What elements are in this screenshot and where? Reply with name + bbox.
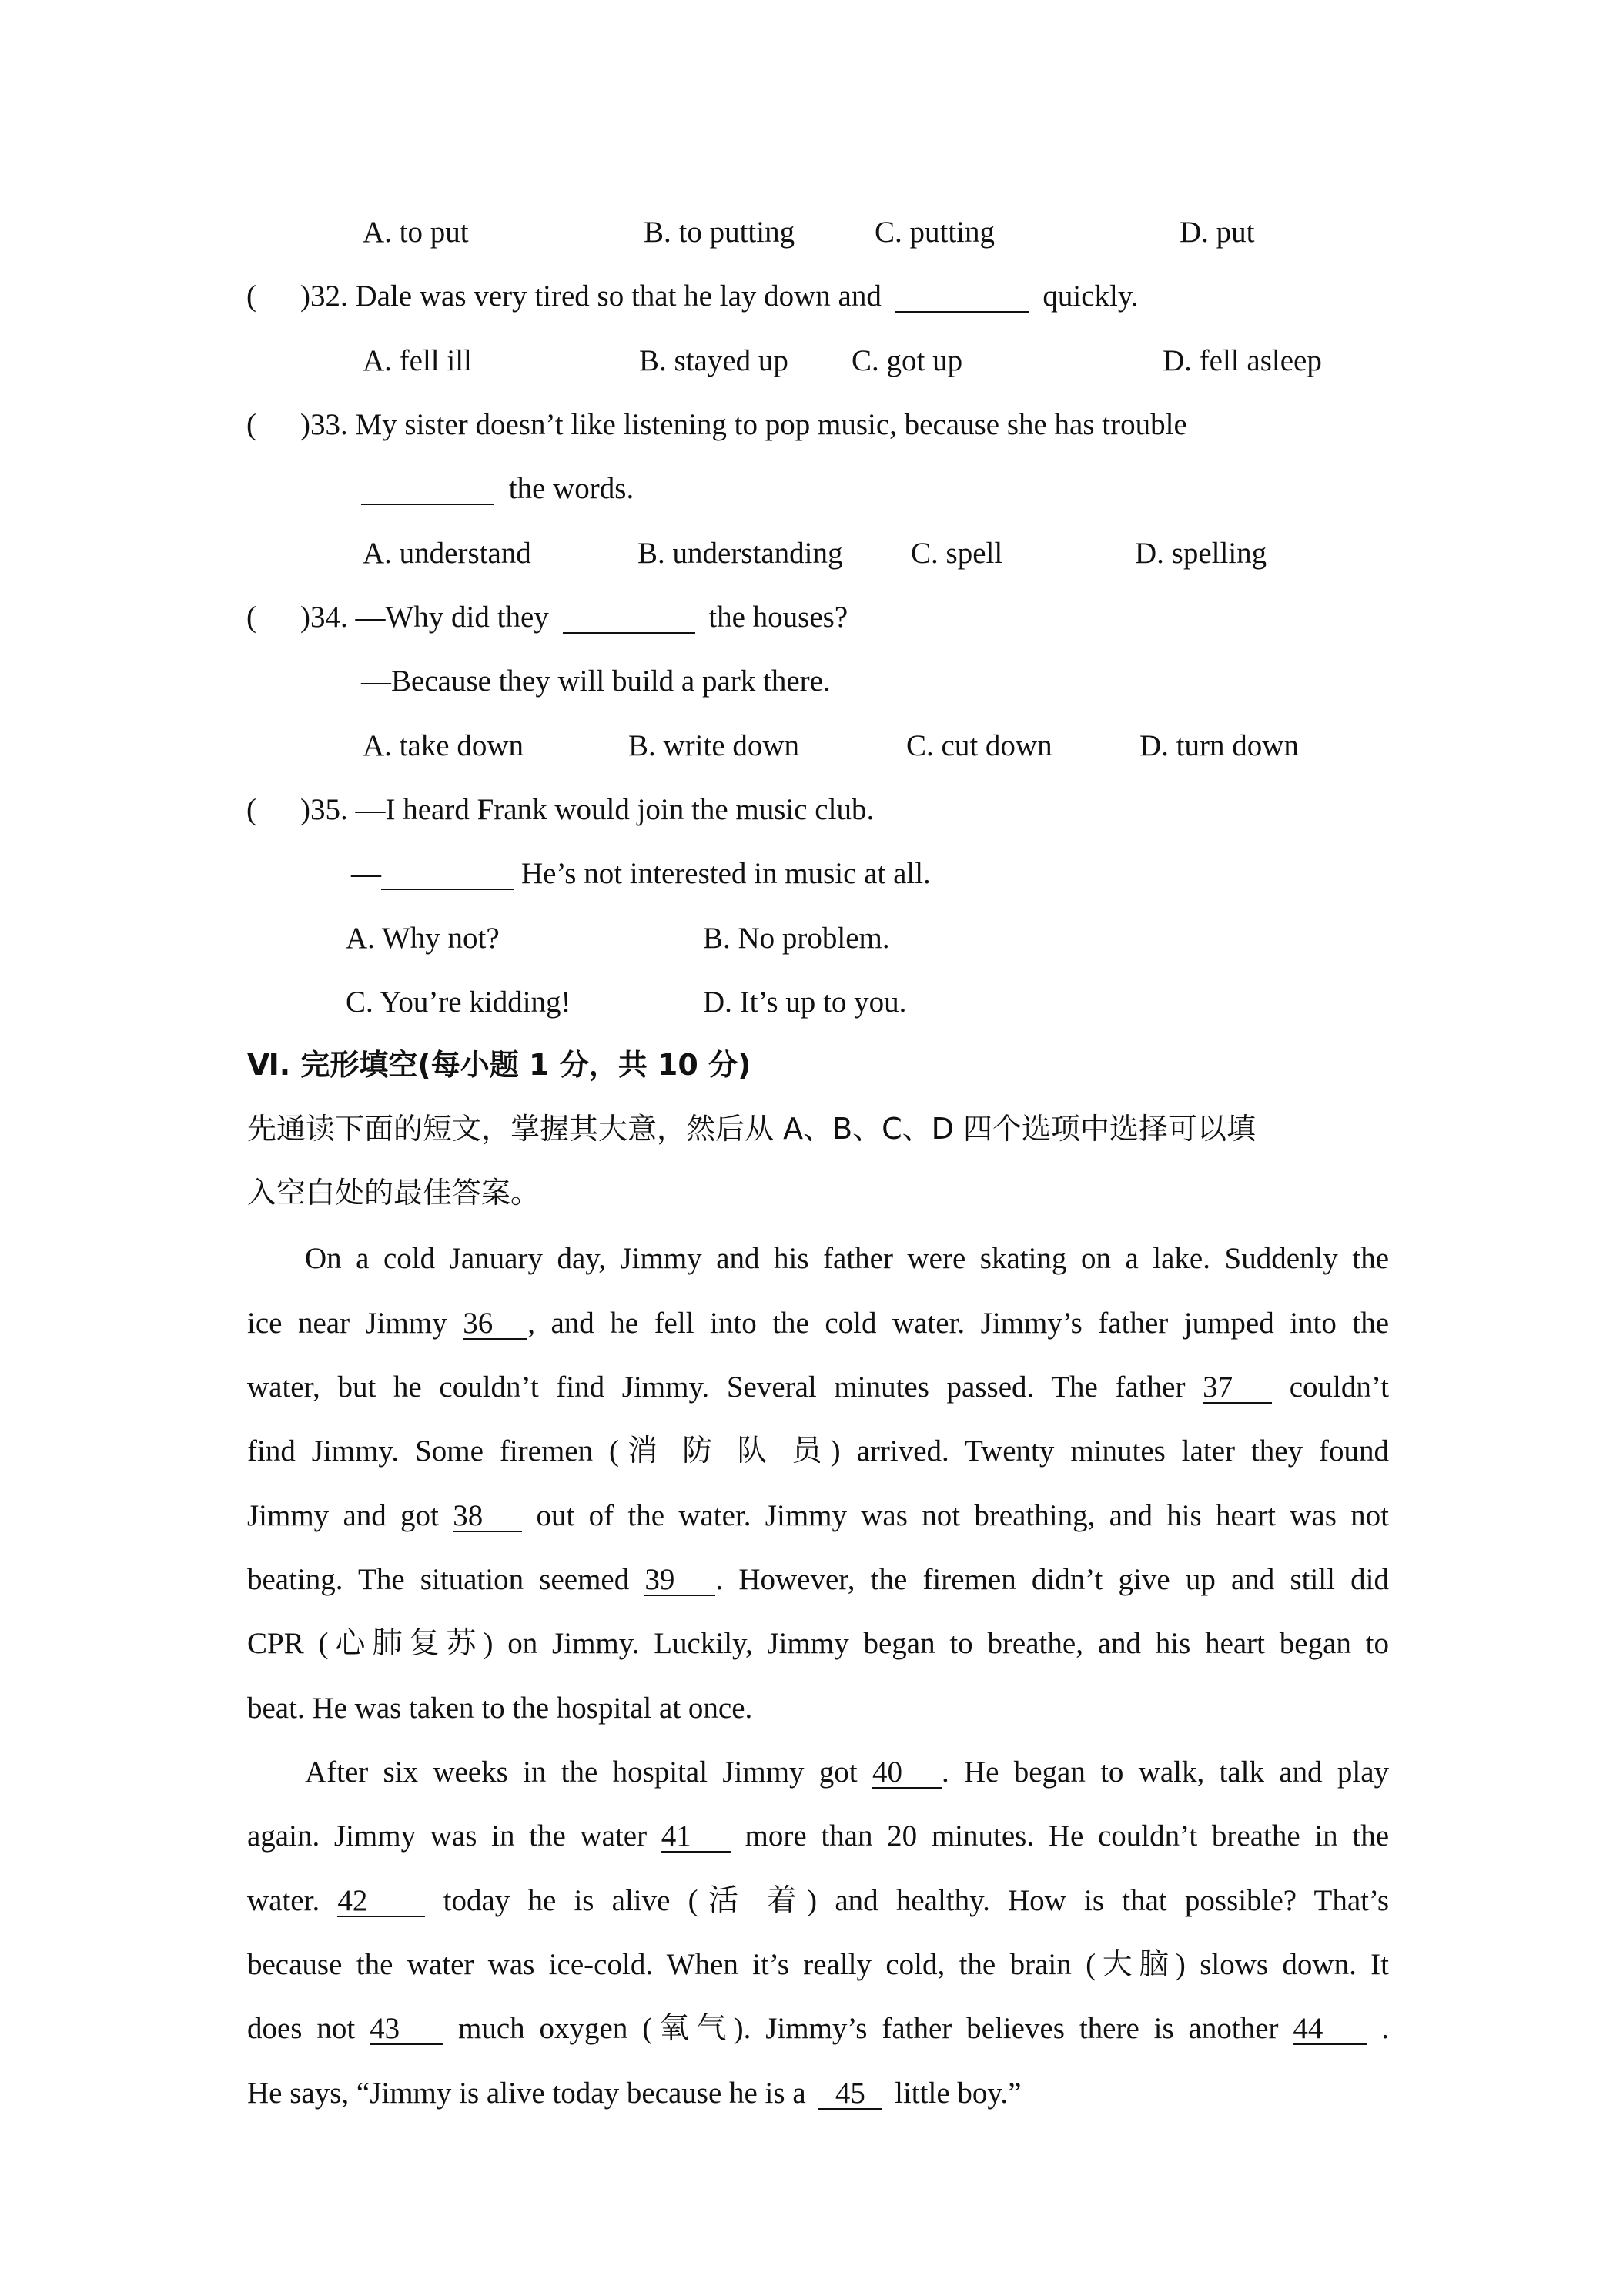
passage-text: water. (247, 1884, 320, 1917)
passage-text: After six weeks in the hospital Jimmy got (305, 1755, 858, 1789)
passage-p1-line-4: find Jimmy. Some firemen (消 防 队 员) arrived. Twenty minutes later they found (247, 1434, 1389, 1468)
q32-blank (895, 281, 1029, 313)
q33-stem: )33. My sister doesn’t like listening to pop music, because she has trouble (300, 408, 1187, 441)
passage-text: . (1381, 2012, 1390, 2045)
passage-text: , and he fell into the cold water. Jimmy’s father jumped into the (527, 1307, 1390, 1340)
passage-text: does not (247, 2012, 356, 2045)
blank-38: 38 (453, 1501, 522, 1532)
passage-text: much oxygen (氧气). Jimmy’s father believes there is another (458, 2012, 1279, 2045)
blank-39: 39 (644, 1565, 715, 1596)
passage-text: today he is alive (活 着) and healthy. How is that possible? That’s (443, 1884, 1390, 1917)
passage-p1-line-5 (247, 1501, 1389, 1532)
passage-text: Jimmy and got (247, 1499, 439, 1532)
q34-answer-paren: ( (246, 601, 256, 634)
section-6-instruction-line-2: 入空白处的最佳答案。 (247, 1176, 540, 1210)
q31-option-c: C. putting (875, 216, 996, 249)
passage-text: little boy.” (895, 2077, 1022, 2110)
passage-p1-line-2 (247, 1308, 1389, 1340)
q34-option-c: C. cut down (906, 729, 1052, 762)
q32-option-a: A. fell ill (363, 344, 472, 377)
q35-blank (381, 858, 514, 890)
q35-option-c: C. You’re kidding! (346, 986, 571, 1019)
q33-option-d: D. spelling (1135, 537, 1267, 570)
blank-44: 44 (1293, 2013, 1367, 2045)
passage-p2-line-1 (305, 1757, 1389, 1789)
blank-42: 42 (337, 1886, 425, 1917)
q33-option-c: C. spell (911, 537, 1003, 570)
passage-p2-line-2 (247, 1821, 1389, 1853)
blank-36: 36 (463, 1308, 527, 1340)
q35-reply-text: He’s not interested in music at all. (521, 857, 931, 890)
q32-answer-paren: ( (246, 279, 256, 313)
passage-text: couldn’t (1289, 1371, 1390, 1404)
q31-option-d: D. put (1180, 216, 1255, 249)
blank-45: 45 (818, 2078, 882, 2110)
passage-p1-line-3 (247, 1372, 1389, 1404)
q32-after: quickly. (1042, 279, 1139, 313)
q31-option-b: B. to putting (644, 216, 795, 249)
q34-after: the houses? (708, 601, 848, 634)
section-6-instruction-line-1: 先通读下面的短文，掌握其大意，然后从 A、B、C、D 四个选项中选择可以填 (247, 1112, 1257, 1146)
q33-stem-cont (361, 474, 634, 505)
passage-text: out of the water. Jimmy was not breathing, and his heart was not (536, 1499, 1390, 1532)
passage-p2-line-6 (247, 2078, 1021, 2110)
q35-option-b: B. No problem. (703, 922, 890, 955)
q32-option-d: D. fell asleep (1163, 344, 1322, 377)
q34-option-a: A. take down (363, 729, 524, 762)
q32-text: )32. Dale was very tired so that he lay down and (300, 279, 882, 313)
q35-reply-dash: — (351, 857, 381, 890)
q35-option-a: A. Why not? (346, 922, 500, 955)
passage-text: He says, “Jimmy is alive today because he is a (247, 2077, 806, 2110)
q32-stem (300, 281, 1139, 313)
q33-option-b: B. understanding (637, 537, 843, 570)
q33-option-a: A. understand (363, 537, 531, 570)
q33-after: the words. (508, 472, 634, 505)
q35-stem: )35. —I heard Frank would join the music club. (300, 793, 875, 826)
q33-answer-paren: ( (246, 408, 256, 441)
q33-blank (361, 474, 494, 505)
passage-p1-line-6 (247, 1565, 1389, 1596)
passage-p2-line-4: because the water was ice-cold. When it’s really cold, the brain (大脑) slows down. It (247, 1948, 1389, 1981)
q32-option-c: C. got up (852, 344, 963, 377)
q34-option-b: B. write down (628, 729, 800, 762)
passage-p2-line-3 (247, 1886, 1389, 1917)
q35-reply (351, 858, 931, 890)
passage-p1-line-8: beat. He was taken to the hospital at once. (247, 1692, 753, 1725)
q32-option-b: B. stayed up (639, 344, 788, 377)
passage-text: beating. The situation seemed (247, 1563, 630, 1596)
passage-p2-line-5 (247, 2013, 1389, 2045)
passage-text: . However, the firemen didn’t give up and still did (715, 1563, 1389, 1596)
q35-answer-paren: ( (246, 793, 256, 826)
passage-text: water, but he couldn’t find Jimmy. Several minutes passed. The father (247, 1371, 1186, 1404)
blank-43: 43 (370, 2013, 443, 2045)
blank-37: 37 (1203, 1372, 1272, 1404)
section-6-title: Ⅵ. 完形填空(每小题 1 分，共 10 分) (247, 1048, 751, 1082)
q34-text: )34. —Why did they (300, 601, 549, 634)
blank-40: 40 (872, 1757, 942, 1789)
q34-stem (300, 602, 848, 634)
q34-blank (563, 602, 695, 634)
passage-text: more than 20 minutes. He couldn’t breathe in the (745, 1819, 1390, 1853)
q34-reply: —Because they will build a park there. (361, 664, 831, 698)
passage-text: . He began to walk, talk and play (941, 1755, 1390, 1789)
passage-text: ice near Jimmy (247, 1307, 447, 1340)
passage-text: again. Jimmy was in the water (247, 1819, 648, 1853)
blank-41: 41 (661, 1821, 731, 1853)
q34-option-d: D. turn down (1139, 729, 1299, 762)
passage-p1-line-7: CPR (心肺复苏) on Jimmy. Luckily, Jimmy began to breathe, and his heart began to (247, 1627, 1389, 1660)
q31-option-a: A. to put (363, 216, 469, 249)
q35-option-d: D. It’s up to you. (703, 986, 907, 1019)
passage-p1-line-1: On a cold January day, Jimmy and his father were skating on a lake. Suddenly the (305, 1242, 1389, 1275)
